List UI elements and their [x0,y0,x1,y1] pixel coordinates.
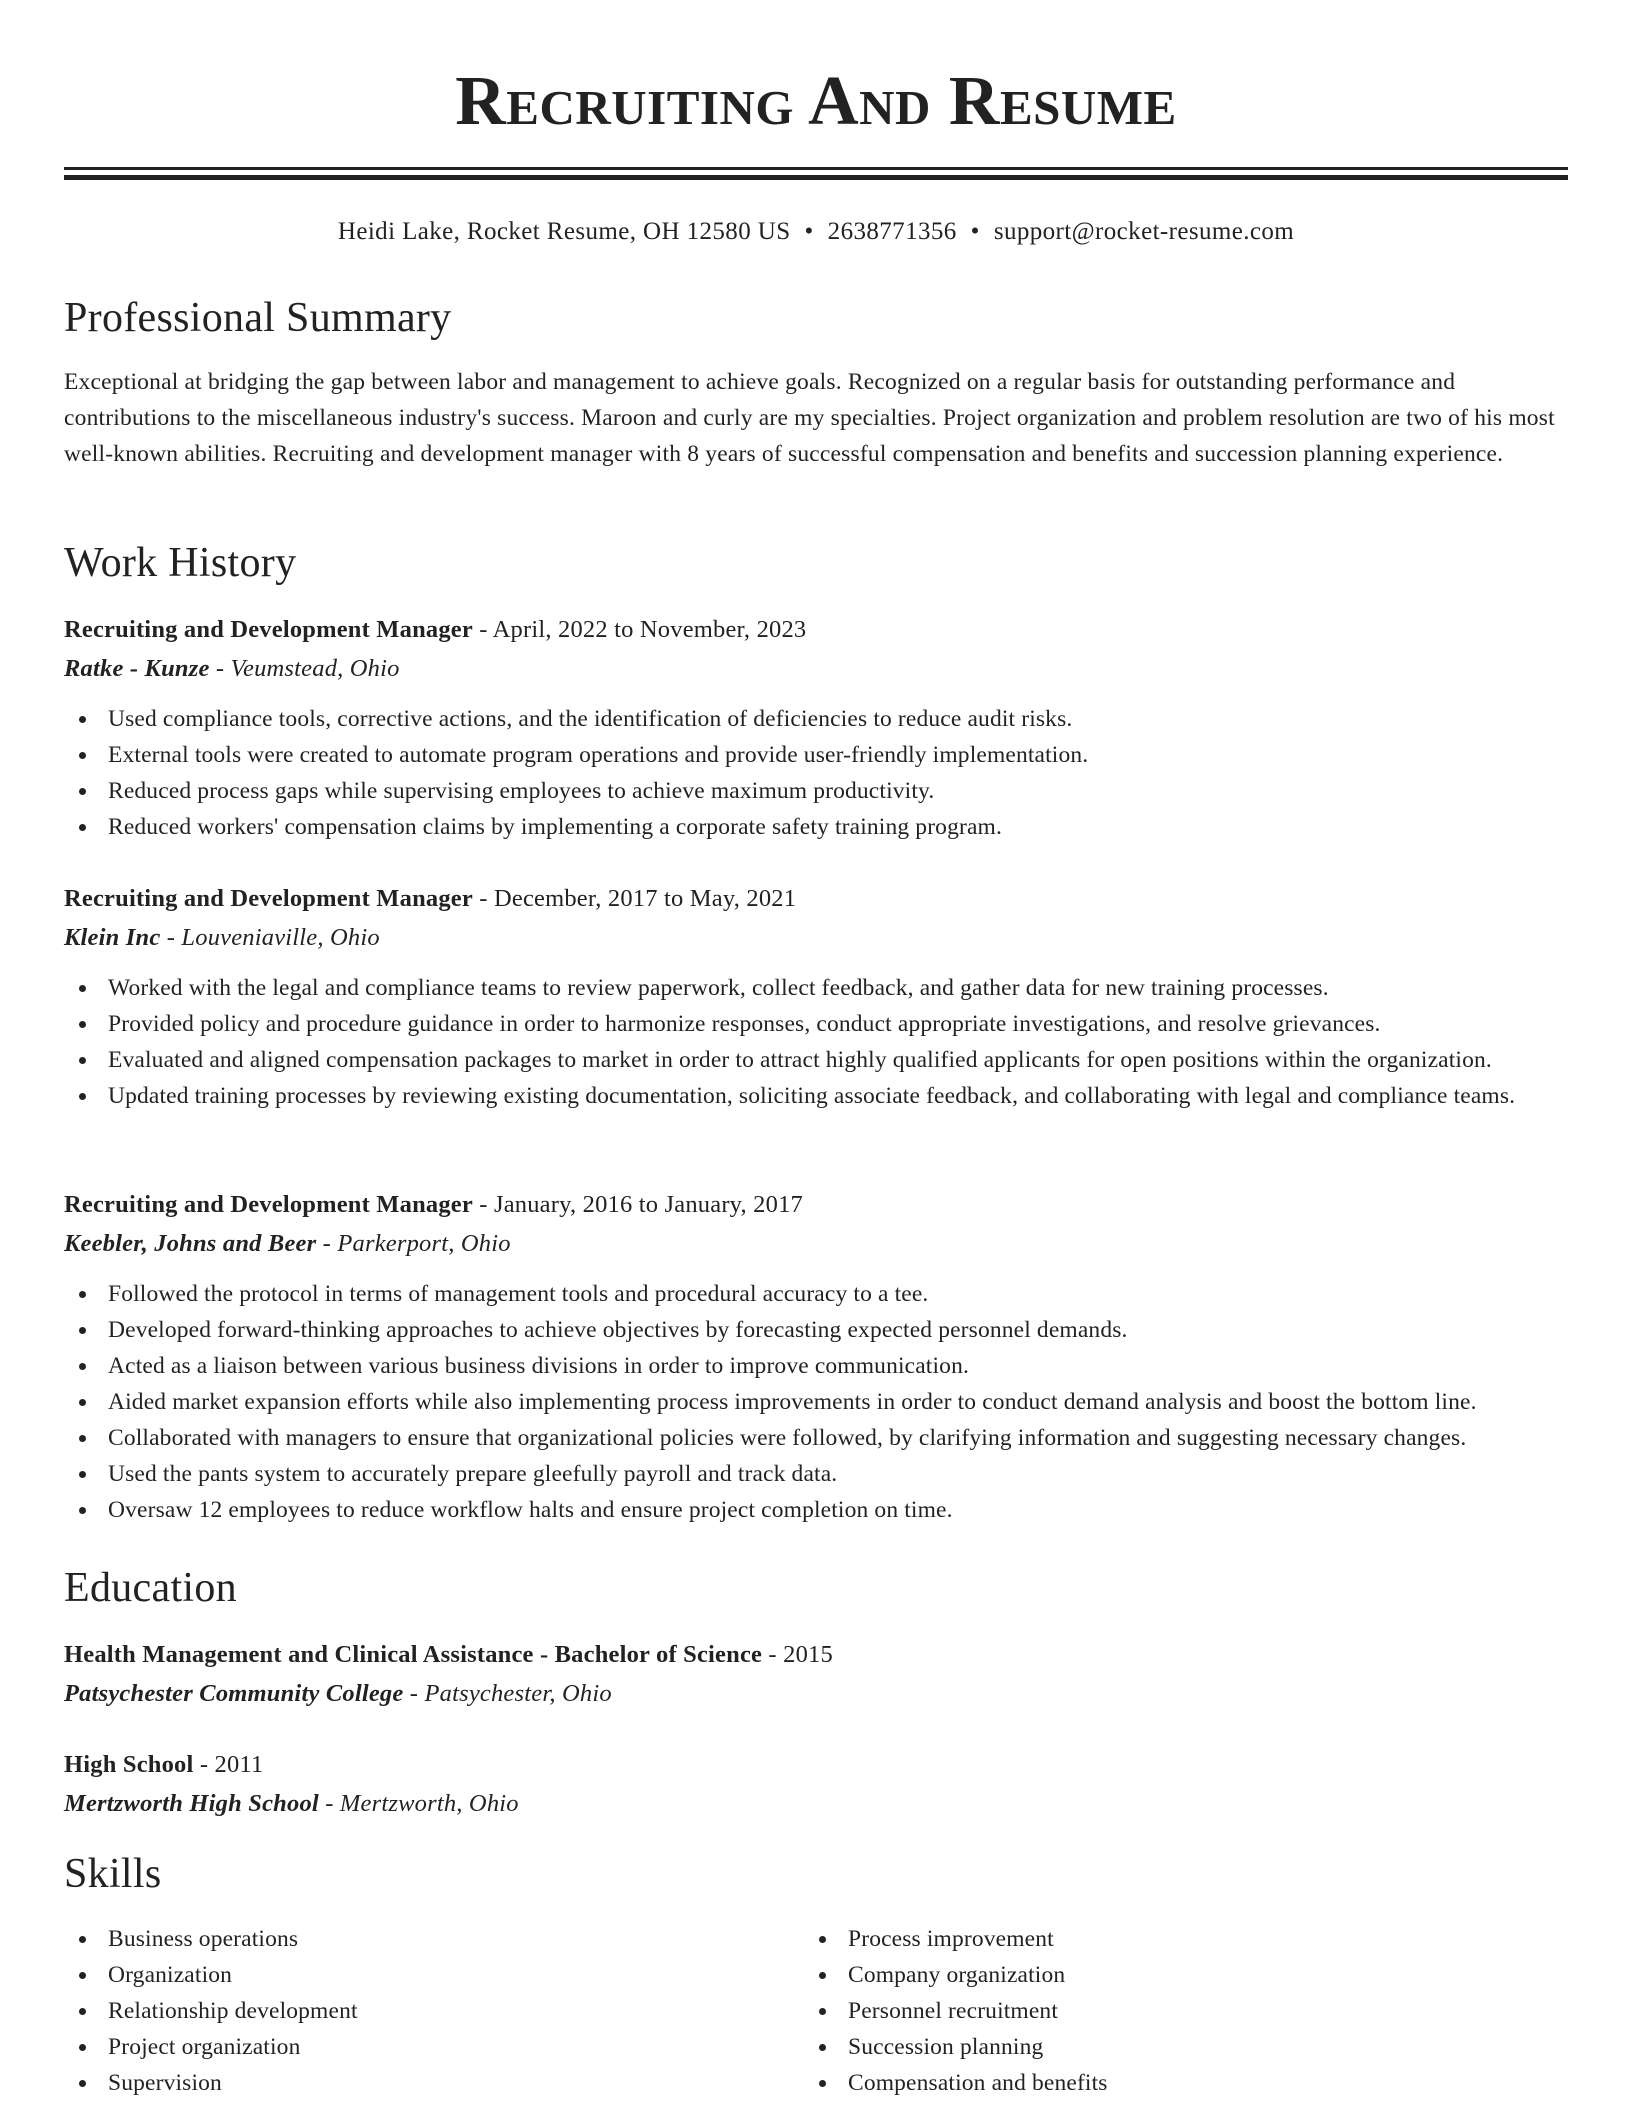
bullet-icon [819,1936,826,1943]
resume-name: Recruiting And Resume [455,63,1177,140]
bullet-icon [79,1327,86,1334]
job-location: - Louveniaville, Ohio [160,924,380,951]
list-item [64,1006,1568,1042]
bullet-icon [79,1972,86,1979]
bullet-text: Used the pants system to accurately prepare gleefully payroll and track data. [108,1461,838,1487]
header-rule-thin [64,167,1568,170]
degree: High School [64,1751,194,1778]
list-item [64,737,1568,773]
list-item [804,1921,1568,1957]
list-item [64,1384,1568,1420]
skill-text: Supervision [108,2070,222,2096]
skills-heading: Skills [64,1851,162,1897]
list-item [64,773,1568,809]
skill-text: Organization [108,1962,233,1988]
education-heading: Education [64,1565,237,1611]
list-item [64,1957,804,1993]
bullet-text: Reduced process gaps while supervising employees to achieve maximum productivity. [108,778,935,804]
bullet-icon [819,2008,826,2015]
bullet-icon [79,2044,86,2051]
job-bullets [64,970,1568,1114]
job-dates: - December, 2017 to May, 2021 [472,885,797,912]
bullet-icon [819,1972,826,1979]
skill-text: Personnel recruitment [848,1998,1059,2024]
bullet-text: Aided market expansion efforts while also implementing process improvements in order to conduct demand analysis and boost the bottom line. [108,1389,1477,1415]
job-company: Keebler, Johns and Beer [64,1230,317,1257]
job-location: - Parkerport, Ohio [316,1230,511,1257]
degree: Health Management and Clinical Assistance - Bachelor of Science [64,1641,763,1668]
bullet-icon [79,1291,86,1298]
resume-page [64,0,1568,2096]
skill-text: Process improvement [848,1926,1054,1952]
list-item [804,2029,1568,2065]
skill-text: Project organization [108,2034,301,2060]
contact-line [64,214,1568,250]
skill-text: Business operations [108,1926,299,1952]
list-item [64,1312,1568,1348]
skill-text: Company organization [848,1962,1066,1988]
contact-separator: • [804,218,814,245]
bullet-icon [79,752,86,759]
list-item [804,1993,1568,2029]
summary-text: Exceptional at bridging the gap between labor and management to achieve goals. Recognized on a regular basis for outstanding performance and contributions to the miscellaneous industry's success. Maroon and curly are my specialties. Project organization and problem resolution are two of his most well-known abilities. Recruiting and development manager with 8 years of successful compensation and benefits and succession planning experience. [64,369,1555,467]
bullet-text: Evaluated and aligned compensation packages to market in order to attract highly qualified applicants for open positions within the organization. [108,1047,1492,1073]
contact-separator: • [970,218,980,245]
header-rule-thick [64,175,1568,180]
list-item [64,1078,1568,1114]
skills-column-right [804,1921,1568,2101]
school-name: Patsychester Community College [64,1680,404,1707]
list-item [64,970,1568,1006]
bullet-icon [79,1399,86,1406]
summary-heading: Professional Summary [64,295,452,341]
bullet-icon [79,716,86,723]
bullet-icon [79,985,86,992]
bullet-icon [819,2044,826,2051]
job-dates: - January, 2016 to January, 2017 [472,1191,803,1218]
skills-column-left [64,1921,804,2101]
school-location: - Mertzworth, Ohio [318,1790,519,1817]
bullet-icon [79,1507,86,1514]
job-entry [64,612,1568,845]
work-history-heading: Work History [64,540,297,586]
job-bullets [64,701,1568,845]
bullet-text: Updated training processes by reviewing existing documentation, soliciting associate feedback, and collaborating with legal and compliance teams. [108,1083,1516,1109]
bullet-text: Provided policy and procedure guidance in order to harmonize responses, conduct appropriate investigations, and resolve grievances. [108,1011,1381,1037]
job-title: Recruiting and Development Manager [64,616,473,643]
job-entry [64,881,1568,1114]
bullet-icon [79,788,86,795]
contact-address: Heidi Lake, Rocket Resume, OH 12580 US [337,218,791,245]
list-item [64,1042,1568,1078]
bullet-text: Oversaw 12 employees to reduce workflow halts and ensure project completion on time. [108,1497,953,1523]
list-item [64,1492,1568,1528]
list-item [804,1957,1568,1993]
list-item [64,2029,804,2065]
bullet-text: Worked with the legal and compliance teams to review paperwork, collect feedback, and gather data for new training processes. [108,975,1329,1001]
list-item [64,1348,1568,1384]
education-entry [64,1747,1568,1822]
job-dates: - April, 2022 to November, 2023 [472,616,807,643]
bullet-icon [79,1363,86,1370]
bullet-icon [819,2080,826,2087]
bullet-icon [79,824,86,831]
list-item [64,2065,804,2101]
list-item [64,1420,1568,1456]
school-name: Mertzworth High School [64,1790,319,1817]
list-item [64,1276,1568,1312]
bullet-text: Used compliance tools, corrective actions, and the identification of deficiencies to reduce audit risks. [108,706,1073,732]
job-location: - Veumstead, Ohio [209,655,400,682]
bullet-text: Followed the protocol in terms of management tools and procedural accuracy to a tee. [108,1281,929,1307]
bullet-text: Collaborated with managers to ensure that organizational policies were followed, by clarifying information and suggesting necessary changes. [108,1425,1467,1451]
skill-text: Compensation and benefits [848,2070,1108,2096]
education-year: - 2011 [193,1751,264,1778]
education-year: - 2015 [762,1641,833,1668]
list-item [64,1993,804,2029]
job-bullets [64,1276,1568,1528]
list-item [64,1921,804,1957]
school-location: - Patsychester, Ohio [403,1680,612,1707]
bullet-icon [79,1021,86,1028]
job-entry [64,1187,1568,1528]
bullet-icon [79,1093,86,1100]
education-entry [64,1637,1568,1712]
bullet-text: Acted as a liaison between various business divisions in order to improve communication. [108,1353,969,1379]
bullet-icon [79,1057,86,1064]
bullet-icon [79,1435,86,1442]
skill-text: Relationship development [108,1998,358,2024]
job-title: Recruiting and Development Manager [64,885,473,912]
bullet-icon [79,1471,86,1478]
bullet-icon [79,2008,86,2015]
job-company: Klein Inc [64,924,161,951]
bullet-text: External tools were created to automate program operations and provide user-friendly implementation. [108,742,1089,768]
job-company: Ratke - Kunze [64,655,210,682]
contact-phone: 2638771356 [827,218,957,245]
bullet-icon [79,1936,86,1943]
list-item [804,2065,1568,2101]
list-item [64,809,1568,845]
bullet-text: Developed forward-thinking approaches to achieve objectives by forecasting expected personnel demands. [108,1317,1128,1343]
job-title: Recruiting and Development Manager [64,1191,473,1218]
list-item [64,1456,1568,1492]
contact-email: support@rocket-resume.com [993,218,1295,245]
bullet-icon [79,2080,86,2087]
list-item [64,701,1568,737]
skill-text: Succession planning [848,2034,1044,2060]
bullet-text: Reduced workers' compensation claims by implementing a corporate safety training program. [108,814,1002,840]
